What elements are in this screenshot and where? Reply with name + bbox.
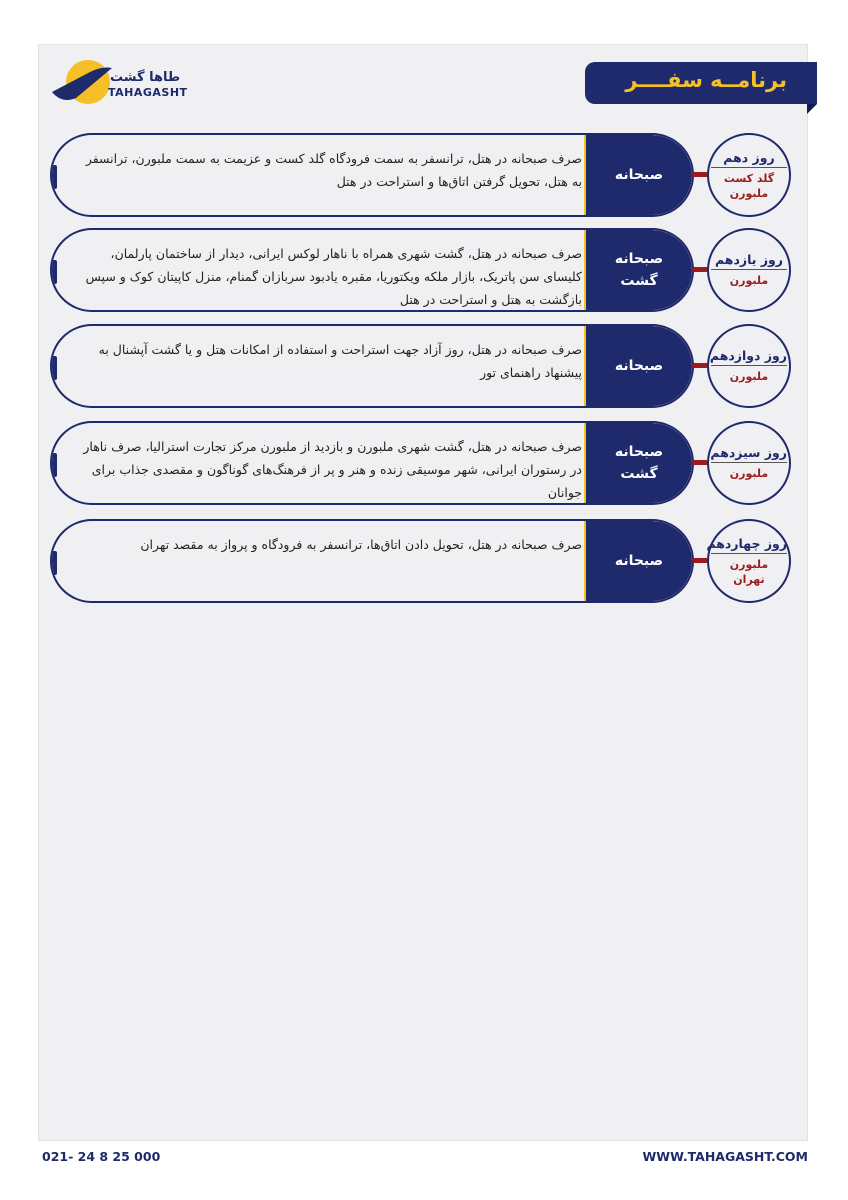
day-label: روز سیزدهم: [711, 445, 787, 463]
day-city: گلد کست ملبورن: [723, 171, 775, 200]
day-description: صرف صبحانه در هتل، تحویل دادن اتاق‌ها، ترانسفر به فرودگاه و پرواز به مقصد تهران: [140, 537, 582, 552]
connector-bar: [692, 363, 708, 368]
day-card: [50, 133, 694, 217]
card-edge-marker: [51, 453, 57, 477]
connector-bar: [692, 558, 708, 563]
day-label: روز دهم: [711, 150, 787, 168]
meal-badge: [584, 521, 692, 601]
meal-label: صبحانه گشت: [614, 251, 664, 289]
day-city: ملبورن: [729, 467, 769, 480]
day-card: [50, 324, 694, 408]
logo-text-fa: طاها گشت: [110, 70, 181, 85]
day-city: ملبورن تهران: [729, 557, 769, 586]
day-description: صرف صبحانه در هتل، روز آزاد جهت استراحت و استفاده از امکانات هتل و یا گشت آپشنال به پیشنهاد راهنمای تور: [98, 342, 582, 380]
day-description: صرف صبحانه در هتل، ترانسفر به سمت فرودگاه گلد کست و عزیمت به سمت ملبورن، ترانسفر به هتل، تحویل گرفتن اتاق‌ها و استراحت در هتل: [85, 151, 582, 189]
footer-website[interactable]: WWW.TAHAGASHT.COM: [642, 1149, 808, 1164]
footer-phone[interactable]: 021- 24 8 25 000: [42, 1149, 161, 1164]
day-description: صرف صبحانه در هتل، گشت شهری همراه با ناهار لوکس ایرانی، دیدار از ساختمان پارلمان، کلیسای سن پاتریک، بازار ملکه ویکتوریا، مقبره یادبود سربازان گمنام، منزل کاپیتان کوک و سپس بازگشت به هتل و استراحت در هتل: [85, 246, 582, 307]
connector-bar: [692, 172, 708, 177]
day-card: [50, 421, 694, 505]
logo-text-en: TAHAGASHT: [108, 86, 188, 99]
meal-badge: [584, 135, 692, 215]
card-edge-marker: [51, 260, 57, 284]
day-label: روز دوازدهم: [711, 348, 787, 366]
day-city: ملبورن: [729, 274, 769, 287]
meal-badge: [584, 326, 692, 406]
meal-label: صبحانه: [614, 553, 664, 569]
day-circle: [707, 228, 791, 312]
day-label: روز یازدهم: [711, 252, 787, 270]
day-circle: [707, 519, 791, 603]
itinerary-row: [50, 228, 795, 314]
card-edge-marker: [51, 551, 57, 575]
card-edge-marker: [51, 356, 57, 380]
itinerary-row: [50, 324, 795, 410]
itinerary-row: [50, 519, 795, 605]
day-circle: [707, 324, 791, 408]
day-card: [50, 519, 694, 603]
title-banner: [585, 62, 817, 104]
page-title: برنامــه سفــــر: [625, 68, 787, 92]
day-circle: [707, 133, 791, 217]
day-description: صرف صبحانه در هتل، گشت شهری ملبورن و بازدید از ملبورن مرکز تجارت استرالیا، صرف ناهار در رستوران ایرانی، شهر موسیقی زنده و هنر و پر از فرهنگ‌های گوناگون و مقصدی جذاب برای جوانان: [83, 439, 582, 500]
connector-bar: [692, 267, 708, 272]
meal-label: صبحانه: [614, 358, 664, 374]
meal-badge: [584, 230, 692, 310]
itinerary-row: [50, 421, 795, 507]
day-city: ملبورن: [729, 370, 769, 383]
day-label: روز چهاردهم: [711, 536, 787, 554]
card-edge-marker: [51, 165, 57, 189]
itinerary-row: [50, 133, 795, 219]
day-card: [50, 228, 694, 312]
connector-bar: [692, 460, 708, 465]
meal-label: صبحانه گشت: [614, 444, 664, 482]
meal-badge: [584, 423, 692, 503]
meal-label: صبحانه: [614, 167, 664, 183]
day-circle: [707, 421, 791, 505]
